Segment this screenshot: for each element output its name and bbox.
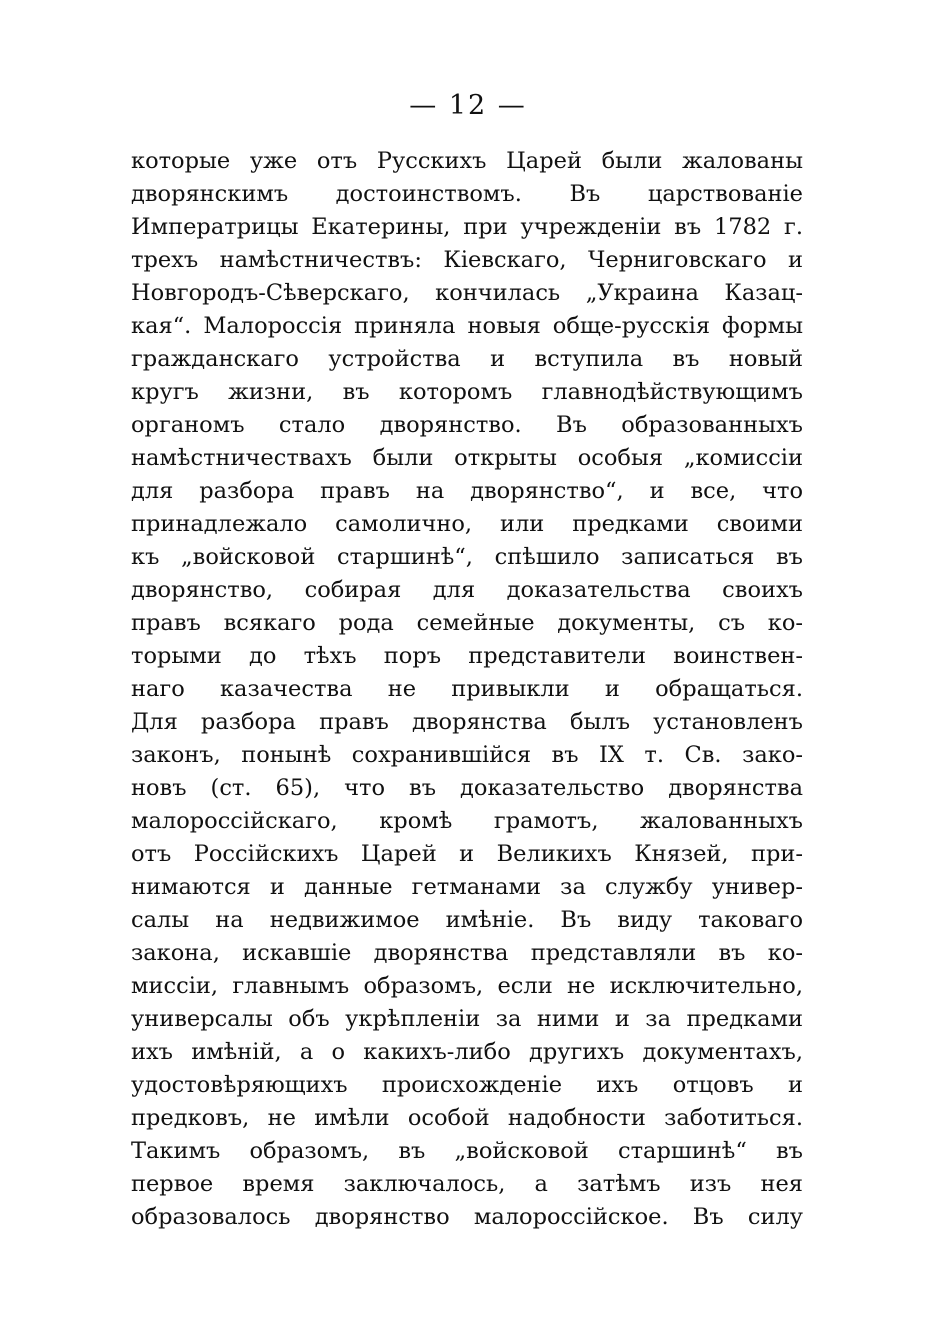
text-line: законъ, понынѣ сохранившійся въ IX т. Св. зако- xyxy=(131,742,803,768)
text-line: кругъ жизни, въ которомъ главнодѣйствующимъ xyxy=(131,379,803,405)
text-line: кая“. Малороссія приняла новыя обще-русскія формы xyxy=(131,313,803,339)
text-line: наго казачества не привыкли и обращаться. xyxy=(131,676,803,702)
text-line: универсалы объ укрѣпленіи за ними и за предками xyxy=(131,1006,803,1032)
text-line: миссіи, главнымъ образомъ, если не исключительно, xyxy=(131,973,803,999)
text-line: новъ (ст. 65), что въ доказательство дворянства xyxy=(131,775,803,801)
text-line: нимаются и данные гетманами за службу универ- xyxy=(131,874,803,900)
text-line: къ „войсковой старшинѣ“, спѣшило записаться въ xyxy=(131,544,803,570)
text-line: правъ всякаго рода семейные документы, съ ко- xyxy=(131,610,803,636)
text-line: торыми до тѣхъ поръ представители воинствен- xyxy=(131,643,803,669)
text-line: дворянство, собирая для доказательства своихъ xyxy=(131,577,803,603)
text-line: первое время заключалось, а затѣмъ изъ нея xyxy=(131,1171,803,1197)
text-line: закона, искавшіе дворянства представляли въ ко- xyxy=(131,940,803,966)
text-line: отъ Россійскихъ Царей и Великихъ Князей, при- xyxy=(131,841,803,867)
text-line: предковъ, не имѣли особой надобности заботиться. xyxy=(131,1105,803,1131)
text-line: для разбора правъ на дворянство“, и все, что xyxy=(131,478,803,504)
text-line: Императрицы Екатерины, при учрежденіи въ 1782 г. xyxy=(131,214,803,240)
text-line: гражданскаго устройства и вступила въ новый xyxy=(131,346,803,372)
text-line: удостовѣряющихъ происхожденіе ихъ отцовъ и xyxy=(131,1072,803,1098)
text-line: салы на недвижимое имѣніе. Въ виду таковаго xyxy=(131,907,803,933)
text-line: образовалось дворянство малороссійское. Въ силу xyxy=(131,1204,803,1230)
body-text xyxy=(131,145,803,1234)
text-line: органомъ стало дворянство. Въ образованныхъ xyxy=(131,412,803,438)
text-line: Для разбора правъ дворянства былъ установленъ xyxy=(131,709,803,735)
text-line: принадлежало самолично, или предками своими xyxy=(131,511,803,537)
text-line: Такимъ образомъ, въ „войсковой старшинѣ“ въ xyxy=(131,1138,803,1164)
text-line: малороссійскаго, кромѣ грамотъ, жалованныхъ xyxy=(131,808,803,834)
text-line: Новгородъ-Сѣверскаго, кончилась „Украина Казац- xyxy=(131,280,803,306)
text-line: намѣстничествахъ были открыты особыя „комиссіи xyxy=(131,445,803,471)
text-line: ихъ имѣній, а о какихъ-либо другихъ документахъ, xyxy=(131,1039,803,1065)
text-line: трехъ намѣстничествъ: Кіевскаго, Черниговскаго и xyxy=(131,247,803,273)
text-line: дворянскимъ достоинствомъ. Въ царствованіе xyxy=(131,181,803,207)
text-line: которые уже отъ Русскихъ Царей были жалованы xyxy=(131,148,803,174)
page-number: — 12 — xyxy=(409,90,527,121)
